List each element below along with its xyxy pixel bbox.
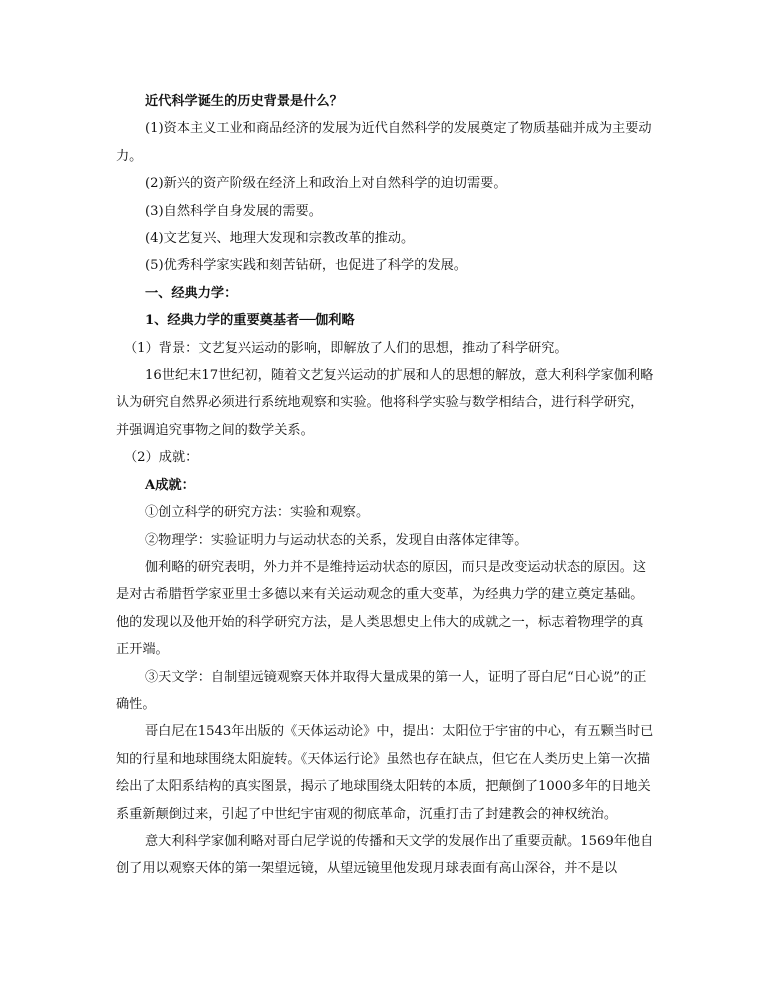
background-label: （1）背景：文艺复兴运动的影响，即解放了人们的思想，推动了科学研究。 <box>124 340 568 356</box>
achievement-item-2: ②物理学：实验证明力与运动状态的关系，发现自由落体定律等。 <box>145 532 528 548</box>
reason-4: (4)文艺复兴、地理大发现和宗教改革的推动。 <box>145 231 415 247</box>
background-paragraph: 16世纪末17世纪初，随着文艺复兴运动的扩展和人的思想的解放，意大利科学家伽利略认为研究自然界必须进行系统地观察和实验。他将科学实验与数学相结合，进行科学研究，并强调追究事物之间的数学关系。 <box>116 368 654 438</box>
section-title: 一、经典力学： <box>145 285 238 301</box>
achievement-item-3: ③天文学：自制望远镜观察天体并取得大量成果的第一人，证明了哥白尼“日心说”的正确性。 <box>116 669 647 712</box>
reason-3: (3)自然科学自身发展的需要。 <box>145 203 322 219</box>
document-page <box>116 88 656 883</box>
subsection-title: 1、经典力学的重要奠基者──伽利略 <box>145 313 355 329</box>
reason-1: (1)资本主义工业和商品经济的发展为近代自然科学的发展奠定了物质基础并成为主要动力。 <box>116 121 652 164</box>
physics-paragraph: 伽利略的研究表明，外力并不是维持运动状态的原因，而只是改变运动状态的原因。这是对古希腊哲学家亚里士多德以来有关运动观念的重大变革，为经典力学的建立奠定基础。他的发现以及他开始的科学研究方法，是人类思想史上伟大的成就之一，标志着物理学的真正开端。 <box>116 559 647 658</box>
achievement-item-1: ①创立科学的研究方法：实验和观察。 <box>145 505 370 521</box>
copernicus-paragraph: 哥白尼在1543年出版的《天体运动论》中，提出：太阳位于宇宙的中心，有五颗当时已知的行星和地球围绕太阳旋转。《天体运行论》虽然也存在缺点，但它在人类历史上第一次描绘出了太阳系结构的真实图景，揭示了地球围绕太阳转的本质，把颠倒了1000多年的日地关系重新颠倒过来，引起了中世纪宇宙观的彻底革命，沉重打击了封建教会的神权统治。 <box>116 724 654 822</box>
reason-5: (5)优秀科学家实践和刻苦钻研，也促进了科学的发展。 <box>145 258 467 274</box>
achievement-label: （2）成就： <box>124 450 199 466</box>
reason-2: (2)新兴的资产阶级在经济上和政治上对自然科学的迫切需要。 <box>145 176 507 192</box>
achievement-a-label: A成就： <box>145 477 195 493</box>
galileo-paragraph: 意大利科学家伽利略对哥白尼学说的传播和天文学的发展作出了重要贡献。1569年他自创了用以观察天体的第一架望远镜，从望远镜里他发现月球表面有高山深谷，并不是以 <box>116 833 654 877</box>
document-heading: 近代科学诞生的历史背景是什么？ <box>145 94 343 109</box>
